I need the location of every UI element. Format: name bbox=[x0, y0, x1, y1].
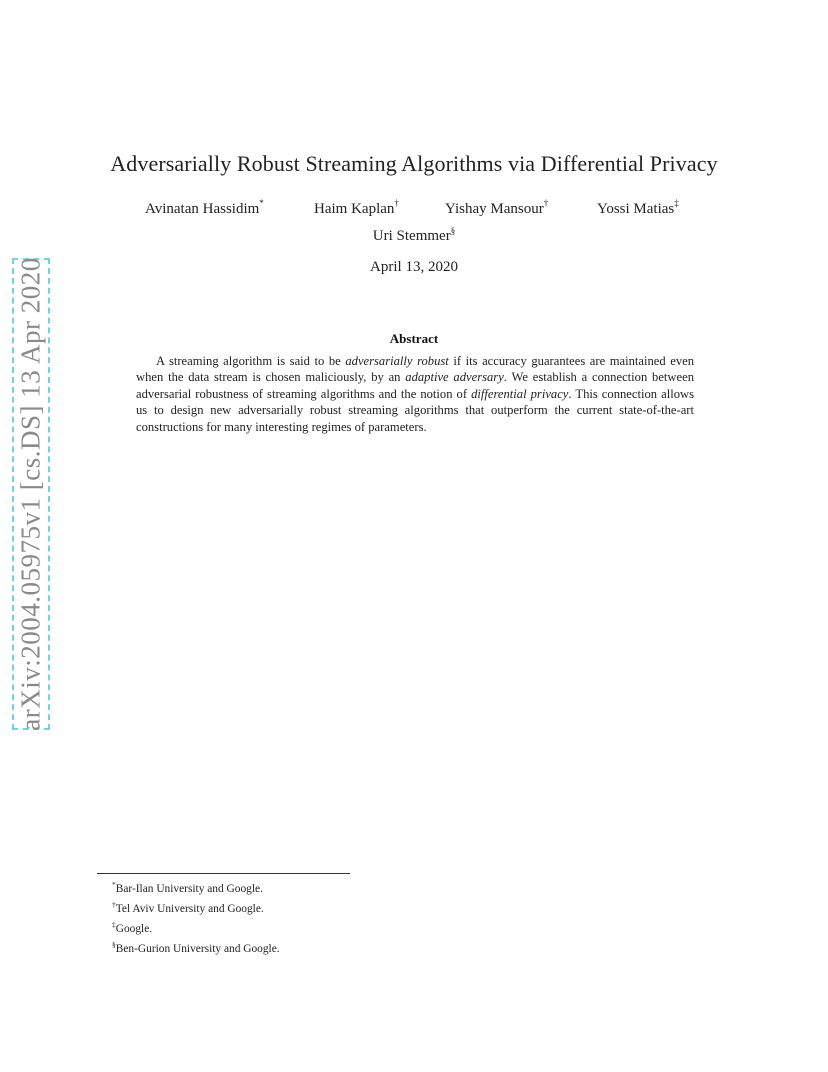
author-name: Yossi Matias bbox=[597, 201, 675, 217]
author bbox=[597, 199, 679, 218]
paper-title: Adversarially Robust Streaming Algorithms via Differential Privacy bbox=[110, 151, 718, 176]
author bbox=[0, 226, 828, 245]
footnotes bbox=[112, 877, 280, 957]
footnote-mark: § bbox=[112, 940, 116, 950]
footnote-mark: ‡ bbox=[112, 920, 116, 930]
footnote bbox=[112, 917, 280, 937]
abstract-emphasis: adversarially robust bbox=[345, 354, 449, 368]
abstract-heading: Abstract bbox=[389, 331, 439, 346]
footnote-text: Bar-Ilan University and Google. bbox=[115, 882, 263, 895]
author-affiliation-mark: * bbox=[259, 198, 264, 208]
footnote bbox=[112, 897, 280, 917]
author-name: Yishay Mansour bbox=[445, 201, 544, 217]
author-affiliation-mark: § bbox=[450, 226, 456, 236]
footnote-text: Google. bbox=[115, 922, 153, 935]
abstract-text-run: A streaming algorithm is said to be bbox=[156, 354, 346, 368]
abstract-text-run: . This connection allows us to design new adversarially robust streaming algorithms that outperform the current state-of-the-art constructions for many interesting regimes of parameters. bbox=[136, 386, 694, 434]
author bbox=[445, 199, 548, 218]
abstract-emphasis: differential privacy bbox=[471, 386, 569, 401]
author bbox=[314, 199, 399, 218]
footnote bbox=[112, 877, 280, 897]
author-name: Uri Stemmer bbox=[372, 228, 451, 244]
publication-date: April 13, 2020 bbox=[370, 259, 458, 275]
footnote-mark: * bbox=[112, 880, 116, 889]
footnote bbox=[112, 937, 280, 957]
author-name: Avinatan Hassidim bbox=[145, 201, 260, 217]
abstract-text-run: if its accuracy guarantees are maintained even when the data stream is chosen maliciously, by an bbox=[136, 354, 695, 385]
author-affiliation-mark: † bbox=[543, 198, 549, 208]
abstract-emphasis: adaptive adversary bbox=[405, 370, 504, 385]
footnote-text: Tel Aviv University and Google. bbox=[115, 902, 264, 915]
author bbox=[145, 199, 264, 218]
footnote-divider bbox=[97, 873, 350, 874]
footnote-text: Ben-Gurion University and Google. bbox=[115, 943, 280, 956]
author-affiliation-mark: ‡ bbox=[674, 198, 679, 208]
arxiv-stamp bbox=[12, 258, 54, 734]
abstract-text-run: . We establish a connection between adversarial robustness of streaming algorithms and the notion of bbox=[136, 370, 694, 401]
arxiv-identifier: arXiv:2004.05975v1 [cs.DS] 13 Apr 2020 bbox=[15, 257, 46, 731]
author-name: Haim Kaplan bbox=[314, 201, 395, 217]
author-list bbox=[0, 199, 828, 219]
footnote-mark: † bbox=[112, 900, 116, 910]
author-affiliation-mark: † bbox=[394, 198, 399, 208]
abstract-text bbox=[136, 353, 694, 435]
